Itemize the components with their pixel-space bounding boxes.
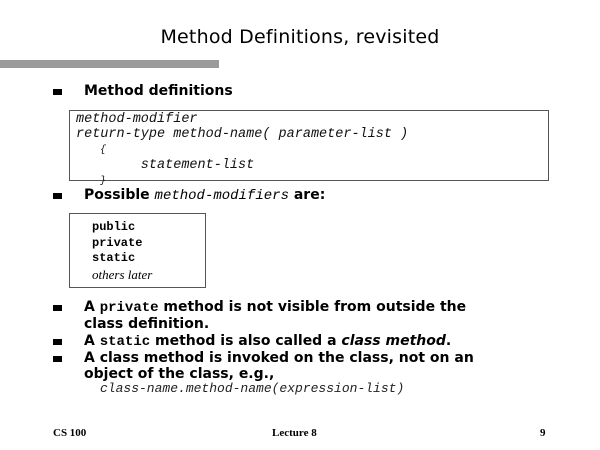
inline-code: method-modifiers [154, 188, 289, 204]
bullet-icon [53, 356, 62, 362]
bullet-class-method-invocation [84, 350, 474, 382]
method-definition-syntax-box [69, 110, 549, 187]
code-line: { [76, 145, 107, 156]
inline-code: static [99, 334, 151, 350]
code-line: return-type method-name( parameter-list ) [76, 127, 409, 142]
bullet-text: method is also called a [150, 333, 342, 349]
bullet-private-method [84, 299, 466, 332]
emphasis-text: class method [341, 333, 446, 349]
title-divider [0, 60, 219, 68]
code-line: method-modifier [76, 112, 198, 127]
bullet-text: object of the class, e.g., [84, 366, 275, 382]
modifier-public: public [92, 220, 136, 234]
modifiers-box [69, 213, 206, 288]
bullet-icon [53, 193, 62, 199]
bullet-icon [53, 305, 62, 311]
class-method-example: class-name.method-name(expression-list) [100, 381, 405, 396]
bullet-text: class definition. [84, 316, 210, 332]
bullet-icon [53, 339, 62, 345]
bullet-possible-modifiers [84, 187, 325, 204]
code-line: statement-list [76, 158, 255, 173]
bullet-text: . [445, 333, 452, 349]
footer-lecture: Lecture 8 [272, 427, 317, 439]
footer-page-number: 9 [540, 427, 546, 439]
modifier-others-later: others later [92, 266, 153, 282]
bullet-text: are: [288, 187, 326, 203]
bullet-text: A class method is invoked on the class, not on an [84, 350, 474, 366]
footer-course: CS 100 [53, 427, 87, 439]
bullet-static-method [84, 333, 451, 350]
slide-title: Method Definitions, revisited [160, 26, 440, 48]
bullet-method-definitions: Method definitions [84, 83, 233, 99]
inline-code: private [99, 300, 159, 316]
bullet-text: A [84, 333, 100, 349]
bullet-text: method is not visible from outside the [158, 299, 467, 315]
bullet-icon [53, 89, 62, 95]
bullet-text: A [84, 299, 100, 315]
modifier-private: private [92, 235, 143, 250]
modifier-static: static [92, 251, 136, 265]
bullet-text: Possible [84, 187, 155, 203]
code-line: } [76, 176, 107, 187]
